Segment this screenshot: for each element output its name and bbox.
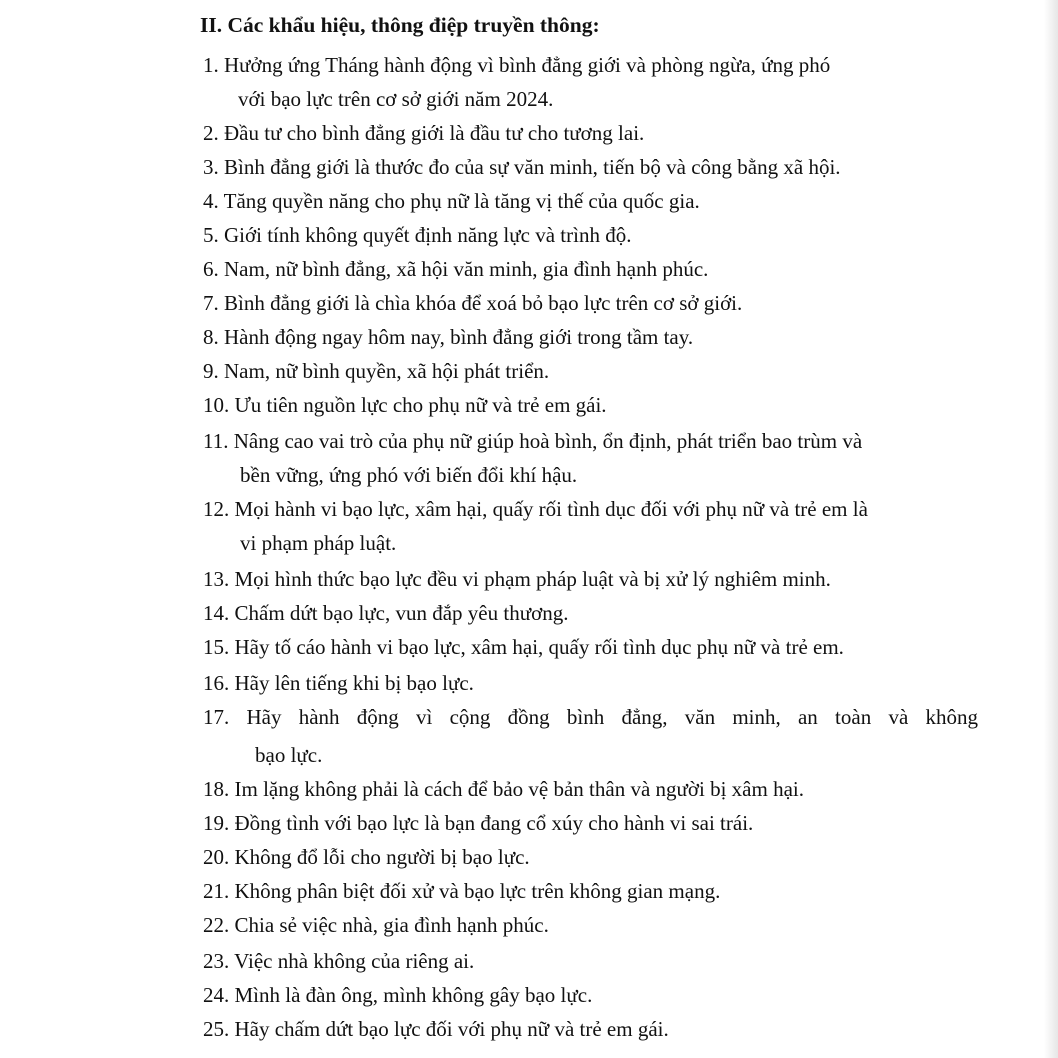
slogan-line bbox=[203, 772, 804, 806]
slogan-line bbox=[240, 526, 396, 560]
slogan-line bbox=[203, 1012, 669, 1046]
slogan-text: Việc nhà không của riêng ai. bbox=[229, 949, 475, 973]
slogan-line bbox=[203, 874, 720, 908]
slogan-text: Hành động ngay hôm nay, bình đẳng giới trong tầm tay. bbox=[218, 325, 694, 349]
slogan-text: Bình đẳng giới là chìa khóa để xoá bỏ bạo lực trên cơ sở giới. bbox=[218, 291, 743, 315]
slogan-number: 8. bbox=[203, 325, 219, 349]
slogan-line bbox=[203, 666, 474, 700]
slogan-line bbox=[203, 562, 831, 596]
page-edge-shadow bbox=[1044, 0, 1058, 1058]
slogan-text: Bình đẳng giới là thước đo của sự văn minh, tiến bộ và công bằng xã hội. bbox=[218, 155, 841, 179]
slogan-line bbox=[203, 184, 700, 218]
slogan-number: 7. bbox=[203, 291, 219, 315]
section-heading: II. Các khẩu hiệu, thông điệp truyền thông: bbox=[200, 13, 600, 37]
slogan-text: Hãy chấm dứt bạo lực đối với phụ nữ và trẻ em gái. bbox=[229, 1017, 669, 1041]
slogan-number: 9. bbox=[203, 359, 219, 383]
slogan-line bbox=[255, 738, 322, 772]
slogan-line bbox=[203, 150, 841, 184]
slogan-text: Mọi hành vi bạo lực, xâm hại, quấy rối tình dục đối với phụ nữ và trẻ em là bbox=[229, 497, 868, 521]
slogan-number: 12. bbox=[203, 497, 230, 521]
slogan-text: Hãy hành động vì cộng đồng bình đẳng, văn minh, an toàn và không bbox=[229, 705, 978, 729]
slogan-number: 10. bbox=[203, 393, 230, 417]
slogan-text: Hãy lên tiếng khi bị bạo lực. bbox=[229, 671, 474, 695]
slogan-line bbox=[203, 596, 568, 630]
slogan-text: Chấm dứt bạo lực, vun đắp yêu thương. bbox=[229, 601, 569, 625]
slogan-line bbox=[238, 82, 553, 116]
slogan-line bbox=[203, 218, 631, 252]
slogan-number: 2. bbox=[203, 121, 219, 145]
slogan-number: 4. bbox=[203, 189, 219, 213]
slogan-line bbox=[203, 354, 549, 388]
slogan-number: 6. bbox=[203, 257, 219, 281]
slogan-number: 23. bbox=[203, 949, 230, 973]
slogan-number: 24. bbox=[203, 983, 230, 1007]
slogan-line bbox=[203, 700, 978, 734]
slogan-line bbox=[203, 978, 592, 1012]
slogan-text: Hưởng ứng Tháng hành động vì bình đẳng giới và phòng ngừa, ứng phó bbox=[218, 53, 831, 77]
slogan-line bbox=[203, 908, 549, 942]
slogan-number: 13. bbox=[203, 567, 230, 591]
slogan-line bbox=[203, 252, 708, 286]
slogan-text: Giới tính không quyết định năng lực và trình độ. bbox=[218, 223, 632, 247]
slogan-text: Im lặng không phải là cách để bảo vệ bản thân và người bị xâm hại. bbox=[229, 777, 804, 801]
slogan-line bbox=[203, 806, 753, 840]
slogan-number: 14. bbox=[203, 601, 230, 625]
slogan-number: 18. bbox=[203, 777, 230, 801]
slogan-number: 5. bbox=[203, 223, 219, 247]
slogan-line bbox=[203, 388, 607, 422]
slogan-number: 15. bbox=[203, 635, 230, 659]
slogan-number: 22. bbox=[203, 913, 230, 937]
slogan-number: 17. bbox=[203, 705, 230, 729]
slogan-number: 16. bbox=[203, 671, 230, 695]
slogan-text: Không đổ lỗi cho người bị bạo lực. bbox=[229, 845, 530, 869]
slogan-text: Chia sẻ việc nhà, gia đình hạnh phúc. bbox=[229, 913, 549, 937]
slogan-text-continued: với bạo lực trên cơ sở giới năm 2024. bbox=[238, 87, 554, 111]
slogan-line bbox=[203, 424, 862, 458]
slogan-number: 21. bbox=[203, 879, 230, 903]
slogan-text-continued: vi phạm pháp luật. bbox=[240, 531, 397, 555]
slogan-line bbox=[203, 944, 474, 978]
slogan-number: 3. bbox=[203, 155, 219, 179]
slogan-text: Đầu tư cho bình đẳng giới là đầu tư cho tương lai. bbox=[218, 121, 645, 145]
slogan-line bbox=[203, 286, 742, 320]
slogan-line bbox=[203, 116, 644, 150]
slogan-line bbox=[240, 458, 577, 492]
slogan-text: Không phân biệt đối xử và bạo lực trên không gian mạng. bbox=[229, 879, 721, 903]
slogan-line bbox=[203, 630, 844, 664]
slogan-number: 20. bbox=[203, 845, 230, 869]
slogan-text: Hãy tố cáo hành vi bạo lực, xâm hại, quấy rối tình dục phụ nữ và trẻ em. bbox=[229, 635, 844, 659]
slogan-line bbox=[203, 492, 868, 526]
slogan-text: Nam, nữ bình quyền, xã hội phát triển. bbox=[218, 359, 550, 383]
slogan-text-continued: bền vững, ứng phó với biến đổi khí hậu. bbox=[240, 463, 578, 487]
slogan-text: Mọi hình thức bạo lực đều vi phạm pháp luật và bị xử lý nghiêm minh. bbox=[229, 567, 831, 591]
slogan-text: Ưu tiên nguồn lực cho phụ nữ và trẻ em gái. bbox=[229, 393, 607, 417]
slogan-text: Tăng quyền năng cho phụ nữ là tăng vị thế của quốc gia. bbox=[218, 189, 700, 213]
slogan-number: 11. bbox=[203, 429, 229, 453]
slogan-number: 19. bbox=[203, 811, 230, 835]
slogan-text-continued: bạo lực. bbox=[255, 743, 323, 767]
slogan-line bbox=[203, 840, 530, 874]
slogan-number: 25. bbox=[203, 1017, 230, 1041]
slogan-text: Nam, nữ bình đẳng, xã hội văn minh, gia đình hạnh phúc. bbox=[218, 257, 709, 281]
slogan-text: Đồng tình với bạo lực là bạn đang cổ xúy cho hành vi sai trái. bbox=[229, 811, 754, 835]
slogan-number: 1. bbox=[203, 53, 219, 77]
slogan-text: Mình là đàn ông, mình không gây bạo lực. bbox=[229, 983, 593, 1007]
slogan-text: Nâng cao vai trò của phụ nữ giúp hoà bình, ổn định, phát triển bao trùm và bbox=[228, 429, 863, 453]
slogan-line bbox=[203, 320, 693, 354]
slogan-line bbox=[203, 48, 830, 82]
